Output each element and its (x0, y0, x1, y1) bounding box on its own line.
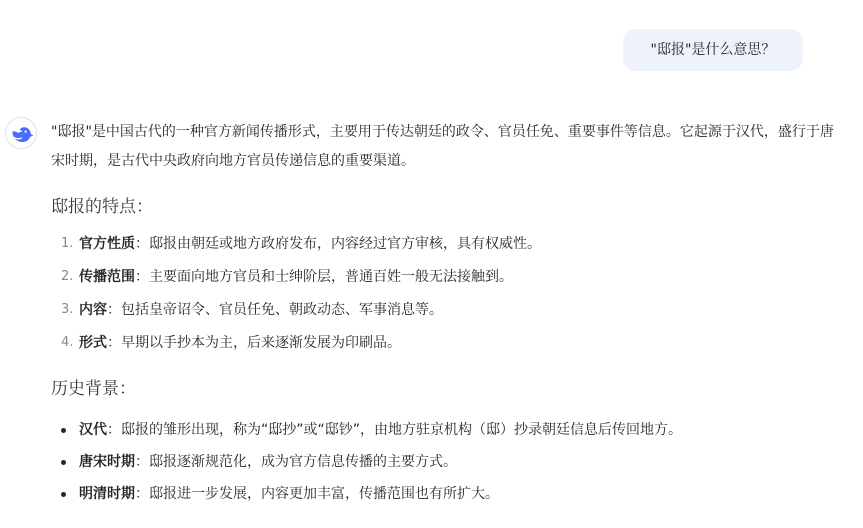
feature-desc: ：邸报由朝廷或地方政府发布，内容经过官方审核，具有权威性。 (135, 236, 541, 252)
bullet-dot (61, 460, 66, 465)
history-term: 明清时期 (79, 486, 135, 502)
features-list-item (51, 266, 843, 288)
feature-term: 官方性质 (79, 236, 135, 252)
feature-desc: ：主要面向地方官员和士绅阶层，普通百姓一般无法接触到。 (135, 269, 513, 285)
history-desc: ：邸报逐渐规范化，成为官方信息传播的主要方式。 (135, 454, 457, 470)
history-term: 汉代 (79, 422, 107, 438)
history-list-item (51, 483, 843, 505)
history-list-item (51, 451, 843, 473)
history-list-item (51, 419, 843, 441)
feature-term: 形式 (79, 335, 107, 351)
history-term: 唐宋时期 (79, 454, 135, 470)
user-message-bubble (623, 29, 803, 71)
list-number: 2. (61, 269, 74, 284)
list-number: 1. (61, 236, 74, 251)
history-desc: ：邸报进一步发展，内容更加丰富，传播范围也有所扩大。 (135, 486, 499, 502)
feature-desc: ：包括皇帝诏令、官员任免、朝政动态、军事消息等。 (107, 302, 443, 318)
features-list (51, 233, 843, 354)
features-list-item (51, 299, 843, 321)
assistant-avatar (5, 117, 37, 149)
features-list-item (51, 332, 843, 354)
history-heading: 历史背景： (51, 379, 136, 399)
features-list-item (51, 233, 843, 255)
user-message-text: "邸报"是什么意思？ (650, 42, 776, 58)
history-list (51, 419, 843, 505)
bullet-dot (61, 492, 66, 497)
list-number: 3. (61, 302, 74, 317)
feature-term: 传播范围 (79, 269, 135, 285)
list-number: 4. (61, 335, 74, 350)
whale-logo-icon (10, 123, 34, 145)
bullet-dot (61, 428, 66, 433)
history-desc: ：邸报的雏形出现，称为“邸抄”或“邸钞”，由地方驻京机构（邸）抄录朝廷信息后传回地方。 (107, 422, 683, 438)
assistant-answer (51, 118, 843, 515)
features-heading: 邸报的特点： (51, 197, 153, 217)
answer-intro: "邸报"是中国古代的一种官方新闻传播形式，主要用于传达朝廷的政令、官员任免、重要事件等信息。它起源于汉代，盛行于唐宋时期，是古代中央政府向地方官员传递信息的重要渠道。 (51, 124, 834, 169)
feature-desc: ：早期以手抄本为主，后来逐渐发展为印刷品。 (107, 335, 401, 351)
feature-term: 内容 (79, 302, 107, 318)
